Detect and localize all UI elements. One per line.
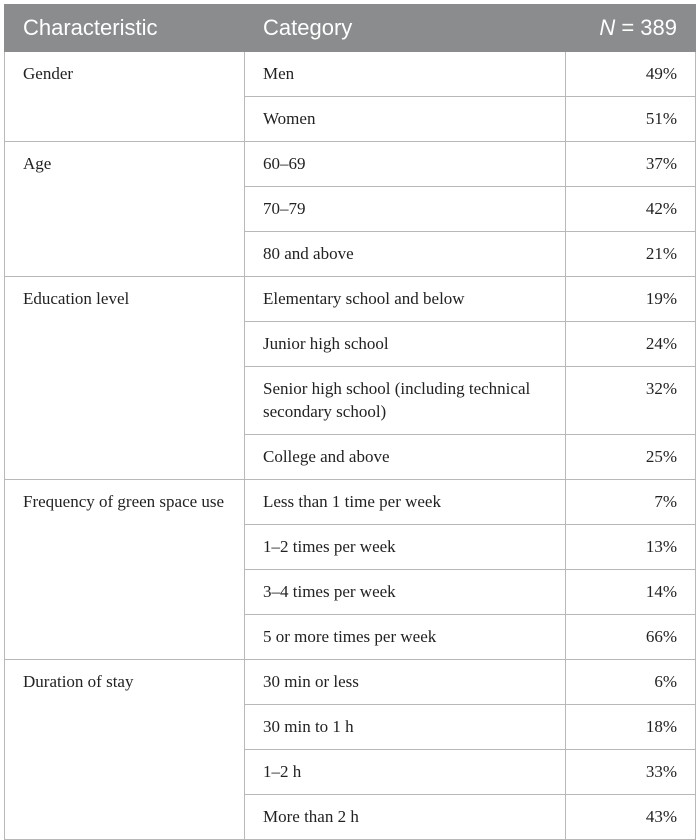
- table-header: [5, 5, 696, 52]
- percentage-cell: 13%: [566, 525, 696, 570]
- percentage-cell: 24%: [566, 322, 696, 367]
- percentage-cell: 42%: [566, 187, 696, 232]
- percentage-cell: 37%: [566, 142, 696, 187]
- characteristic-cell: Education level: [5, 277, 245, 480]
- category-cell: 70–79: [245, 187, 566, 232]
- percentage-cell: 25%: [566, 435, 696, 480]
- percentage-cell: 19%: [566, 277, 696, 322]
- table-row: [5, 277, 696, 322]
- percentage-cell: 49%: [566, 52, 696, 97]
- header-category: Category: [245, 5, 566, 52]
- header-sample-size: [566, 5, 696, 52]
- category-cell: 1–2 times per week: [245, 525, 566, 570]
- demographics-table: [4, 4, 696, 840]
- percentage-cell: 14%: [566, 570, 696, 615]
- characteristic-cell: Gender: [5, 52, 245, 142]
- characteristic-cell: Frequency of green space use: [5, 480, 245, 660]
- header-characteristic: Characteristic: [5, 5, 245, 52]
- category-cell: 30 min or less: [245, 660, 566, 705]
- table-row: [5, 142, 696, 187]
- category-cell: 30 min to 1 h: [245, 705, 566, 750]
- percentage-cell: 18%: [566, 705, 696, 750]
- percentage-cell: 32%: [566, 367, 696, 435]
- category-cell: 1–2 h: [245, 750, 566, 795]
- table-row: [5, 660, 696, 705]
- category-cell: 5 or more times per week: [245, 615, 566, 660]
- percentage-cell: 43%: [566, 795, 696, 840]
- table-row: [5, 480, 696, 525]
- characteristic-cell: Duration of stay: [5, 660, 245, 840]
- category-cell: College and above: [245, 435, 566, 480]
- percentage-cell: 33%: [566, 750, 696, 795]
- characteristic-cell: Age: [5, 142, 245, 277]
- category-cell: 80 and above: [245, 232, 566, 277]
- header-row: [5, 5, 696, 52]
- demographics-table-container: [4, 4, 695, 840]
- category-cell: Women: [245, 97, 566, 142]
- category-cell: Men: [245, 52, 566, 97]
- category-cell: 60–69: [245, 142, 566, 187]
- percentage-cell: 21%: [566, 232, 696, 277]
- percentage-cell: 51%: [566, 97, 696, 142]
- category-cell: Junior high school: [245, 322, 566, 367]
- category-cell: Senior high school (including technical secondary school): [245, 367, 566, 435]
- table-body: [5, 52, 696, 840]
- percentage-cell: 7%: [566, 480, 696, 525]
- category-cell: 3–4 times per week: [245, 570, 566, 615]
- percentage-cell: 6%: [566, 660, 696, 705]
- category-cell: Elementary school and below: [245, 277, 566, 322]
- header-n-symbol: N: [599, 15, 616, 40]
- percentage-cell: 66%: [566, 615, 696, 660]
- header-n-value: = 389: [615, 15, 677, 40]
- category-cell: More than 2 h: [245, 795, 566, 840]
- category-cell: Less than 1 time per week: [245, 480, 566, 525]
- table-row: [5, 52, 696, 97]
